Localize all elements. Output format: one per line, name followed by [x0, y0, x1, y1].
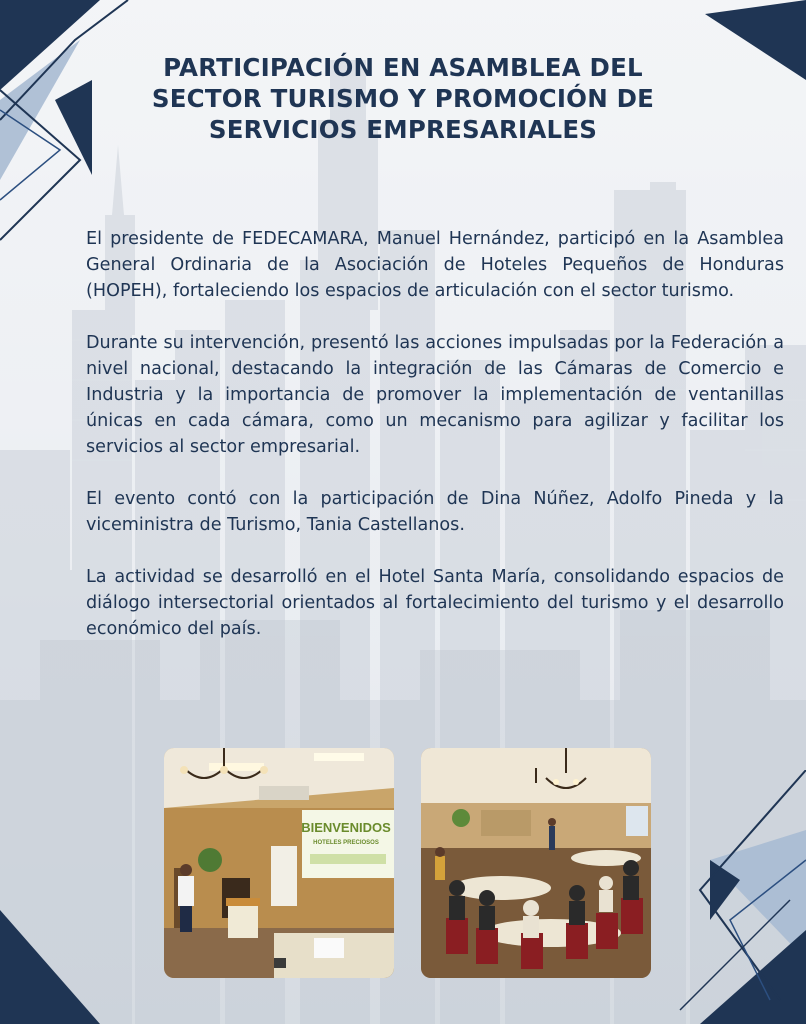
paragraph-1: El presidente de FEDECAMARA, Manuel Hernández, participó en la Asamblea General Ordinaria de la Asociación de Hoteles Pequeños de Honduras (HOPEH), fortaleciendo los espacios de articulación con el sector turismo.: [86, 229, 784, 301]
screen-heading: BIENVENIDOS: [301, 820, 391, 835]
page-title: PARTICIPACIÓN EN ASAMBLEA DEL SECTOR TURISMO Y PROMOCIÓN DE SERVICIOS EMPRESARIALES: [151, 53, 655, 144]
paragraph-3: El evento contó con la participación de Dina Núñez, Adolfo Pineda y la viceministra de Turismo, Tania Castellanos.: [86, 489, 784, 535]
paragraph-2: Durante su intervención, presentó las acciones impulsadas por la Federación a nivel nacional, destacando la integración de las Cámaras de Comercio e Industria y la importancia de promover la implementación de ventanillas únicas en cada cámara, como un mecanismo para agilizar y facilitar los servicios al sector empresarial.: [86, 333, 784, 457]
photo-assembly-attendees: [421, 748, 651, 978]
top-right-corner-decoration: [700, 0, 806, 90]
bottom-left-corner-decoration: [0, 900, 110, 1024]
photo-speaker-presentation: [164, 748, 394, 978]
paragraph-4: La actividad se desarrolló en el Hotel Santa María, consolidando espacios de diálogo intersectorial orientados al fortalecimiento del turismo y el desarrollo económico del país.: [86, 567, 784, 639]
screen-subheading: HOTELES PRECIOSOS: [313, 840, 379, 846]
article-body: [86, 226, 784, 668]
bottom-right-corner-decoration: [670, 770, 806, 1024]
top-left-corner-decoration: [0, 0, 140, 250]
